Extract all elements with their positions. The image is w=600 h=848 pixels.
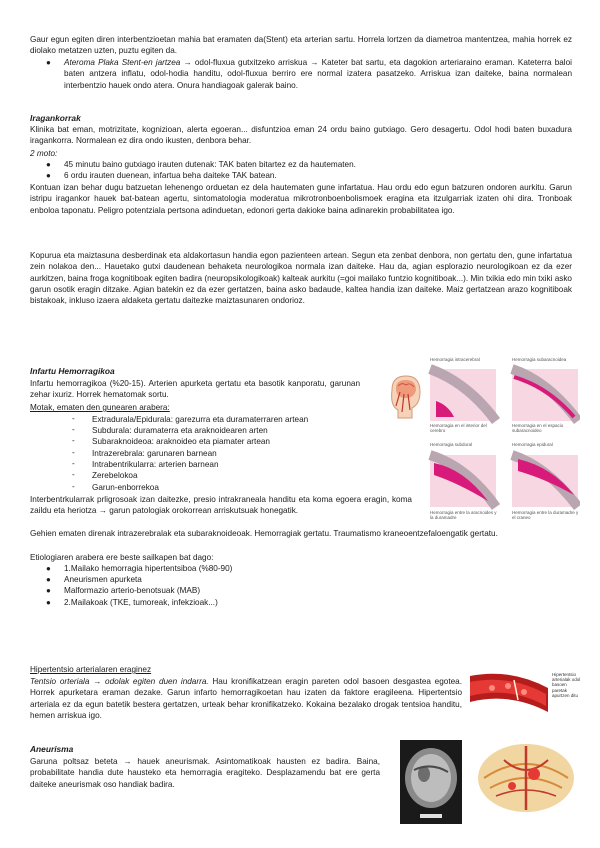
fig-caption: Hemorragia subdural bbox=[430, 442, 473, 447]
etiologia-item: Malformazio arterio-benotsuak (MAB) bbox=[64, 586, 201, 595]
heading-hipertentsio: Hipertentsio arterialaren eraginez bbox=[30, 665, 152, 674]
mota-item: Extradurala/Epidurala: garezurra eta duramaterraren artean bbox=[92, 415, 309, 424]
bullet-dot: ● bbox=[46, 58, 51, 67]
heading-hemorragikoa: Infartu Hemorragikoa bbox=[30, 366, 115, 376]
mota-item: Zerebelokoa bbox=[92, 471, 138, 480]
fig-caption: Hemorragia subaracnoidea bbox=[512, 357, 567, 362]
stent-bullet-italic: Ateroma Plaka Stent-en jartzea bbox=[64, 58, 181, 67]
vessel-caption: Hipertentsio arterialak odol basoen paretak apurtzen ditu bbox=[552, 672, 581, 698]
bullet-dot: ● bbox=[46, 564, 51, 573]
hipertentsio-italic: Tentsio orteriala → odolak egiten duen indarra. bbox=[30, 677, 209, 686]
bullet-dot: ● bbox=[46, 586, 51, 595]
mota-item: Intrazerebrala: garunaren barnean bbox=[92, 449, 217, 458]
fig-caption: Hemorragia entre la duramadre y el craneo bbox=[512, 510, 579, 520]
heading-iragankorrak: Iragankorrak bbox=[30, 113, 81, 123]
fig-caption: Hemorragia entre la aracnoides y la duramadre bbox=[430, 510, 497, 520]
fig-caption: Hemorragia epidural bbox=[512, 442, 553, 447]
dash-mark: - bbox=[72, 425, 75, 434]
stent-bullet-text: → odol-fluxua gutxitzeko arriskua → Kateter bat sartu, eta dagokion arteriaraino eraman. Kateterra baloi baten antzera inflatu, odol-hodia handitu, odol-fluxua berriro ere normal izatera pasatzeko. Arriskua izan daiteke, baina normalean interbentzio hauek ondo atera. Onura handiagoak galerak baino. bbox=[64, 58, 573, 90]
hemorragikoa-text: Infartu hemorragikoa (%20-15). Arterien apurketa gertatu eta basotik kanporatu, garunan zehar ixuriz. Horrek hematomak sortu. bbox=[30, 379, 360, 400]
aneurisma-text: Garuna poltsaz beteta → hauek aneurismak. Asintomatikoak hausten ez badira. Baina, probabilitate handia dute hausteko eta hemorragia eragiteko. Desplazamendu bat ere gerta daiteke aneurismak oso handiak badira. bbox=[30, 757, 380, 789]
dash-mark: - bbox=[72, 448, 75, 457]
etiologia-title: Etiologiaren arabera ere beste sailkapen bat dago: bbox=[30, 553, 214, 562]
iragankorrak-text: Klinika bat eman, motrizitate, kognizioan, alerta egoeran... disfuntzioa eman 24 ordu baino gutxiago. Gero desagertu. Odol hodi baten buxadura iragankorra. Normalean ez dira ondo ikusten, denbora behar. bbox=[30, 125, 572, 146]
gehien-text: Gehien ematen direnak intrazerebralak eta subaraknoideoak. Hemorragiak gertatu. Traumatismo kraneoentzefaloengatik gertatu. bbox=[30, 529, 498, 538]
etiologia-item: Aneurismen apurketa bbox=[64, 575, 142, 584]
motak-title: Motak, ematen den gunearen arabera: bbox=[30, 403, 170, 412]
hipertentsio-text bbox=[30, 676, 462, 721]
moto-label: 2 moto: bbox=[30, 149, 58, 158]
brain-aneurysm-image bbox=[474, 740, 578, 816]
etiologia-item: 1.Mailako hemorragia hipertentsiboa (%80-90) bbox=[64, 564, 233, 573]
stent-bullet bbox=[64, 57, 572, 91]
fig-caption: Hemorragia en el espacio subaracnoideo bbox=[512, 423, 564, 433]
hemorrhage-types-figure bbox=[428, 355, 580, 540]
fig-caption: Hemorragia intracerebral bbox=[430, 357, 480, 362]
bullet-dot: ● bbox=[46, 598, 51, 607]
blood-vessel-figure bbox=[470, 666, 580, 724]
kopurua-paragraph: Kopurua eta maiztasuna desberdinak eta aldakortasun handia egon pazienteen artean. Segun eta zenbat denbora, non gertatu den, gune infartatua zein nolakoa den... Hauetako gutxi daudenean behaketa neurologikoa normala izan daiteke. Hau da, agian esplorazio neurologikoan ez da ezer aurkitzen, baina froga kognitiboak egiten badira (neuropsikologikoak) kalteak aurkitu (=goi mailako funtzio kognitiboak...). Min txikia edo min txiki asko garun osotik eragin ditzake. Agian batekin ez da ezer gertatzen, baina asko badaude, kaltea handia izan daiteke. Maiz gertatzean arazo kognitiboak bistakoak, inkluso izaera aldaketa gertatu daitezke maiztasunaren ondorioz. bbox=[30, 251, 572, 306]
mota-item: Garun-enborrekoa bbox=[92, 483, 159, 492]
mota-item: Subaraknoideoa: araknoideo eta piamater artean bbox=[92, 437, 270, 446]
bullet-dot: ● bbox=[46, 575, 51, 584]
mri-scan-image bbox=[400, 740, 462, 824]
interbentrikular-text: Interbentrkularrak prligrosoak izan daitezke, presio intrakraneala handitu eta koma egoera eragin, koma zaildu eta heriotza → garun patologiak orokorrean arriskutsuak honegatik. bbox=[30, 495, 412, 516]
moto-item-2: 6 ordu irauten duenean, infartua beha daiteke TAK batean. bbox=[64, 171, 277, 180]
dash-mark: - bbox=[72, 436, 75, 445]
etiologia-item: 2.Mailakoak (TKE, tumoreak, infekzioak...) bbox=[64, 598, 218, 607]
head-brain-icon bbox=[384, 372, 424, 422]
stent-paragraph: Gaur egun egiten diren interbentzioetan mahia bat eramaten da(Stent) eta arterian sartu. Horrela lortzen da diametroa mantentzea, mahia horrek ez diolako metatzen uzten, puztu egiten da. bbox=[30, 35, 572, 56]
fig-caption: Hemorragia en el interior del cerebro bbox=[430, 423, 487, 433]
kontuan-paragraph: Kontuan izan behar dugu batzuetan lehenengo orduetan ez dela hautematen gune infartatua. Hau ordu edo egun batzuren ondoren aurkitu. Garun istripu iragankor hauek bat-batean agertu, sintomatologia moderatua mikrotronboenbolismoek eragina eta itzulgarriak izaten ohi dira. Tronboak enboloa taponatu. Peligro potentziala pertsona adinduetan, edonori gerta dakioke baina adinarekin probabilitatea igo. bbox=[30, 183, 572, 215]
bullet-dot: ● bbox=[46, 171, 51, 180]
heading-aneurisma: Aneurisma bbox=[30, 744, 74, 754]
bullet-dot: ● bbox=[46, 160, 51, 169]
dash-mark: - bbox=[72, 470, 75, 479]
mota-item: Intrabentrikularra: arterien barnean bbox=[92, 460, 219, 469]
dash-mark: - bbox=[72, 414, 75, 423]
dash-mark: - bbox=[72, 459, 75, 468]
hipertentsio-rest: Hau kronifikatzean eragin pareten odol basoen desgastea egotea. Horrek apurketara eraman dezake. Garun infarto hemorragikoetan hau izaten da faktore eragileena. Hipertentsio arteriala ez da egun batetik bestera gertatzen, urteak behar kronifikatzeko. Kokaina bezalako drogak tentsioa handitu, hemen arriskua igo. bbox=[30, 677, 462, 720]
mota-item: Subdurala: duramaterra eta araknoidearen arten bbox=[92, 426, 268, 435]
blood-vessel-illustration bbox=[470, 666, 550, 724]
moto-item-1: 45 minutu baino gutxiago irauten dutenak: TAK baten bitartez ez da hautematen. bbox=[64, 160, 356, 169]
dash-mark: - bbox=[72, 482, 75, 491]
